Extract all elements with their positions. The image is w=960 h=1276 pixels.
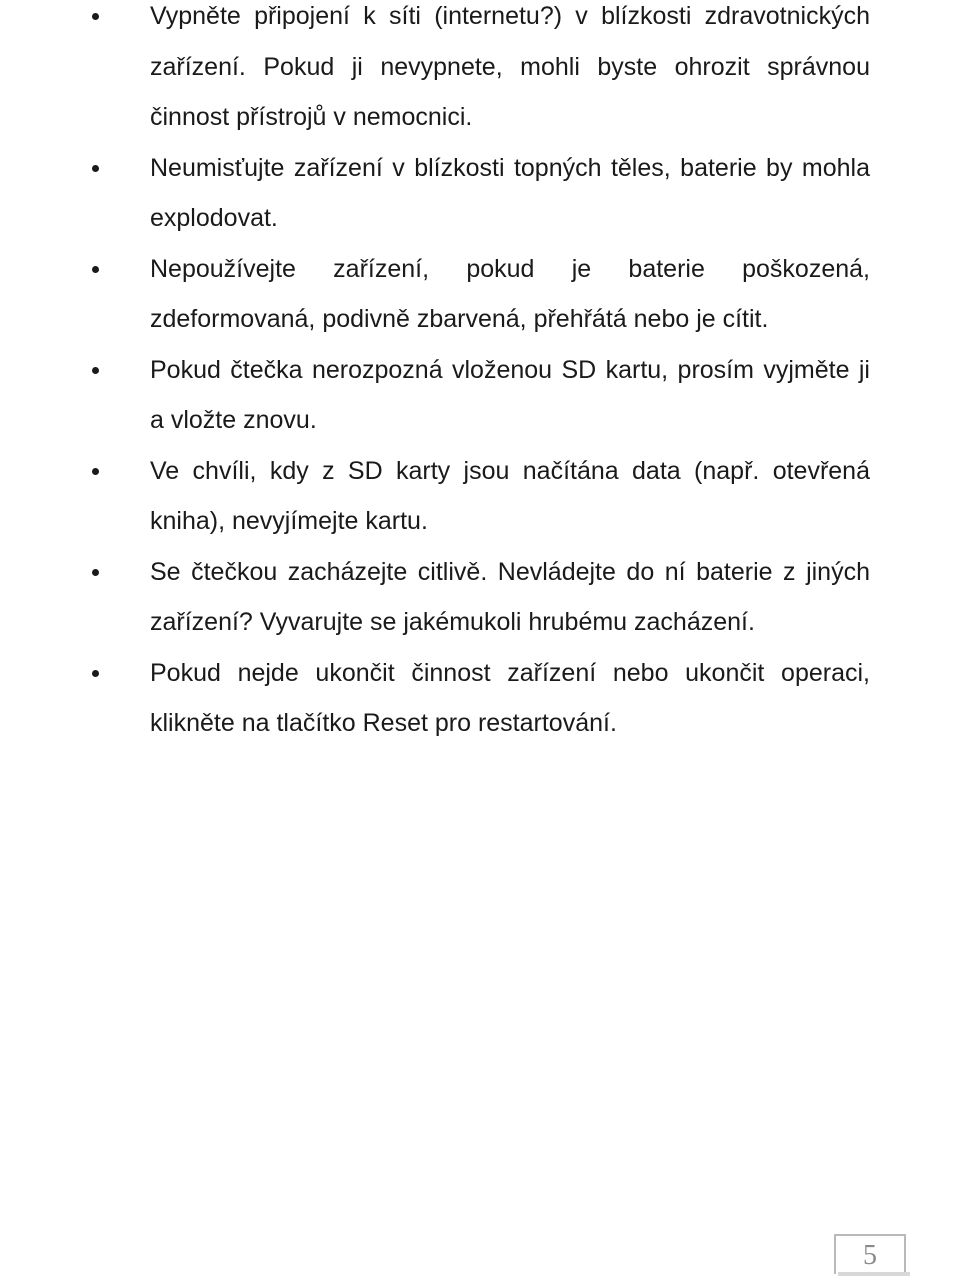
list-item-text: Vypněte připojení k síti (internetu?) v blízkosti zdravotnických zařízení. Pokud ji nevypnete, mohli byste ohrozit správnou činnost přístrojů v nemocnici. xyxy=(150,2,870,131)
list-item-text: Pokud čtečka nerozpozná vloženou SD kartu, prosím vyjměte ji a vložte znovu. xyxy=(150,355,870,434)
bullet-icon xyxy=(92,266,99,273)
page-number: 5 xyxy=(863,1240,877,1271)
bullet-icon xyxy=(92,13,99,20)
list-item xyxy=(150,244,870,345)
list-item xyxy=(150,143,870,244)
list-item xyxy=(150,547,870,648)
page-number-shadow xyxy=(838,1272,910,1276)
bullet-icon xyxy=(92,569,99,576)
list-item-text: Neumisťujte zařízení v blízkosti topných těles, baterie by mohla explodovat. xyxy=(150,153,870,232)
bullet-icon xyxy=(92,468,99,475)
list-item-text: Pokud nejde ukončit činnost zařízení nebo ukončit operaci, klikněte na tlačítko Reset pro restartování. xyxy=(150,658,870,737)
list-item xyxy=(150,446,870,547)
list-item-text: Se čtečkou zacházejte citlivě. Nevládejte do ní baterie z jiných zařízení? Vyvarujte se jakémukoli hrubému zacházení. xyxy=(150,557,870,636)
page-number-box xyxy=(834,1234,906,1274)
bullet-icon xyxy=(92,367,99,374)
list-item-text: Nepoužívejte zařízení, pokud je baterie poškozená, zdeformovaná, podivně zbarvená, přehřátá nebo je cítit. xyxy=(150,254,870,333)
list-item xyxy=(150,648,870,749)
list-item xyxy=(150,0,870,143)
bullet-icon xyxy=(92,165,99,172)
list-item xyxy=(150,345,870,446)
safety-instructions-list xyxy=(150,0,870,749)
list-item-text: Ve chvíli, kdy z SD karty jsou načítána data (např. otevřená kniha), nevyjímejte kartu. xyxy=(150,456,870,535)
bullet-icon xyxy=(92,670,99,677)
